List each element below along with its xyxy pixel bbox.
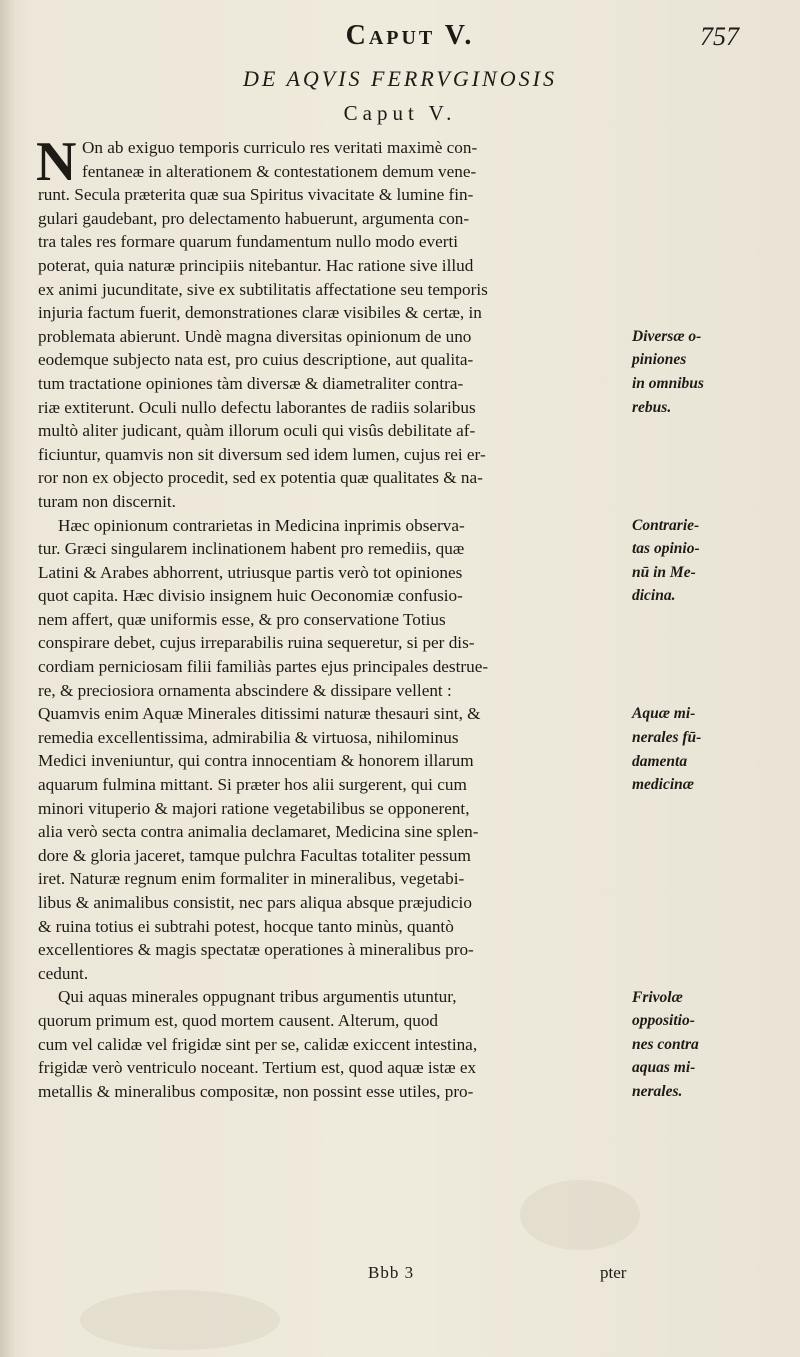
page-header xyxy=(0,20,800,60)
page-gutter-shadow xyxy=(0,0,14,1357)
text-line: & ruina totius ei subtrahi potest, hocque tanto minùs, quantò xyxy=(38,916,454,936)
text-line: Qui aquas minerales oppugnant tribus argumentis utuntur, xyxy=(58,987,457,1007)
margin-note: dicina. xyxy=(632,587,676,605)
text-line: runt. Secula præterita quæ sua Spiritus vivacitate & lumine fin- xyxy=(38,185,474,205)
text-line: remedia excellentissima, admirabilia & virtuosa, nihilominus xyxy=(38,727,459,747)
text-line: eodemque subjecto nata est, pro cuius descriptione, aut qualita- xyxy=(38,350,474,370)
text-line: re, & preciosiora ornamenta abscindere & dissipare vellent : xyxy=(38,680,452,700)
text-line: Medici inveniuntur, qui contra innocentiam & honorem illarum xyxy=(38,751,474,771)
text-line: quorum primum est, quod mortem causent. Alterum, quod xyxy=(38,1010,439,1030)
text-line: tra tales res formare quarum fundamentum nullo modo everti xyxy=(38,232,459,252)
text-line: poterat, quia naturæ principiis nitebantur. Hac ratione sive illud xyxy=(38,255,474,275)
text-line: Quamvis enim Aquæ Minerales ditissimi naturæ thesauri sint, & xyxy=(38,704,481,724)
text-line: minori vituperio & majori ratione vegetabilibus se opponerent, xyxy=(38,798,470,818)
text-line: cedunt. xyxy=(38,963,89,983)
text-line: riæ extiterunt. Oculi nullo defectu laborantes de radiis solaribus xyxy=(38,397,476,417)
text-line: problemata abierunt. Undè magna diversitas opinionum de uno xyxy=(38,326,472,346)
drop-cap: N xyxy=(36,131,77,193)
text-line: metallis & mineralibus compositæ, non possint esse utiles, pro- xyxy=(38,1081,474,1101)
text-line: injuria factum fuerit, demonstrationes claræ visibiles & certæ, in xyxy=(38,303,482,323)
text-line: conspirare debet, cujus irreparabilis ruina sequeretur, si per dis- xyxy=(38,633,475,653)
paper-stain xyxy=(80,1290,280,1350)
margin-note: nū in Me- xyxy=(632,563,696,581)
page-footer xyxy=(0,1263,800,1289)
margin-note: damenta xyxy=(632,752,688,770)
signature-mark: Bbb 3 xyxy=(368,1263,415,1282)
margin-note: Diversæ o- xyxy=(632,327,702,345)
margin-note: nerales fū- xyxy=(632,729,702,746)
text-line: aquarum fulmina mittant. Si præter hos alii surgerent, qui cum xyxy=(38,775,467,795)
body-text xyxy=(36,131,628,1103)
text-line: nem affert, quæ uniformis esse, & pro conservatione Totius xyxy=(38,609,446,629)
text-line: ror non ex objecto procedit, sed ex potentia quæ qualitates & na- xyxy=(38,468,483,488)
text-line: quot capita. Hæc divisio insignem huic Oeconomiæ confusio- xyxy=(38,586,463,606)
text-line: fentaneæ in alterationem & contestationem demum vene- xyxy=(82,161,477,181)
text-line: alia verò secta contra animalia declamaret, Medicina sine splen- xyxy=(38,822,479,842)
margin-note: nerales. xyxy=(632,1083,683,1100)
margin-note: aquas mi- xyxy=(632,1059,696,1077)
margin-note: Aquæ mi- xyxy=(632,705,696,723)
text-line: dore & gloria jaceret, tamque pulchra Facultas totaliter pessum xyxy=(38,845,471,865)
text-line: excellentiores & magis spectatæ operationes à mineralibus pro- xyxy=(38,940,474,960)
margin-note: rebus. xyxy=(632,398,672,416)
text-line: Hæc opinionum contrarietas in Medicina inprimis observa- xyxy=(58,515,465,535)
text-line: cordiam perniciosam filii familiàs partes ejus principales destrue- xyxy=(38,657,489,677)
text-line: turam non discernit. xyxy=(38,491,176,511)
page-number: 757 xyxy=(700,22,739,51)
text-line: frigidæ verò ventriculo noceant. Tertium est, quod aquæ istæ ex xyxy=(38,1058,477,1078)
margin-note: nes contra xyxy=(632,1035,699,1053)
margin-note: Contrarie- xyxy=(632,516,700,534)
chapter-subtitle: Caput V. xyxy=(343,101,457,125)
margin-note: tas opinio- xyxy=(632,540,700,558)
paper-stain xyxy=(520,1180,640,1250)
text-line: libus & animalibus consistit, nec pars aliqua absque præjudicio xyxy=(38,893,472,912)
text-line: ficiuntur, quamvis non sit diversum sed idem lumen, cujus rei er- xyxy=(38,444,486,464)
margin-note: medicinæ xyxy=(632,776,694,794)
margin-note: piniones xyxy=(632,351,687,369)
text-line: multò aliter judicant, quàm illorum oculi qui visûs debilitate af- xyxy=(38,421,476,441)
catchword: pter xyxy=(600,1263,627,1282)
margin-note: Frivolæ xyxy=(632,988,683,1006)
text-line: gulari gaudebant, pro delectamento habuerunt, argumenta con- xyxy=(38,208,470,228)
text-line: tum tractatione opiniones tàm diversæ & diametraliter contra- xyxy=(38,373,464,393)
margin-note: oppositio- xyxy=(632,1012,695,1030)
chapter-title: DE AQVIS FERRVGINOSIS xyxy=(243,66,557,91)
running-head: Caput V. xyxy=(345,20,475,51)
text-line: ex animi jucunditate, sive ex subtilitatis affectatione seu temporis xyxy=(38,279,488,299)
margin-note: in omnibus xyxy=(632,375,704,392)
text-line: cum vel calidæ vel frigidæ sint per se, calidæ exiccent intestina, xyxy=(38,1034,478,1054)
text-line: tur. Græci singularem inclinationem habent pro remediis, quæ xyxy=(38,539,465,559)
text-line: On ab exiguo temporis curriculo res veritati maximè con- xyxy=(82,138,478,157)
text-line: Latini & Arabes abhorrent, utriusque partis verò tot opiniones xyxy=(38,562,463,582)
text-line: iret. Naturæ regnum enim formaliter in mineralibus, vegetabi- xyxy=(38,869,465,889)
